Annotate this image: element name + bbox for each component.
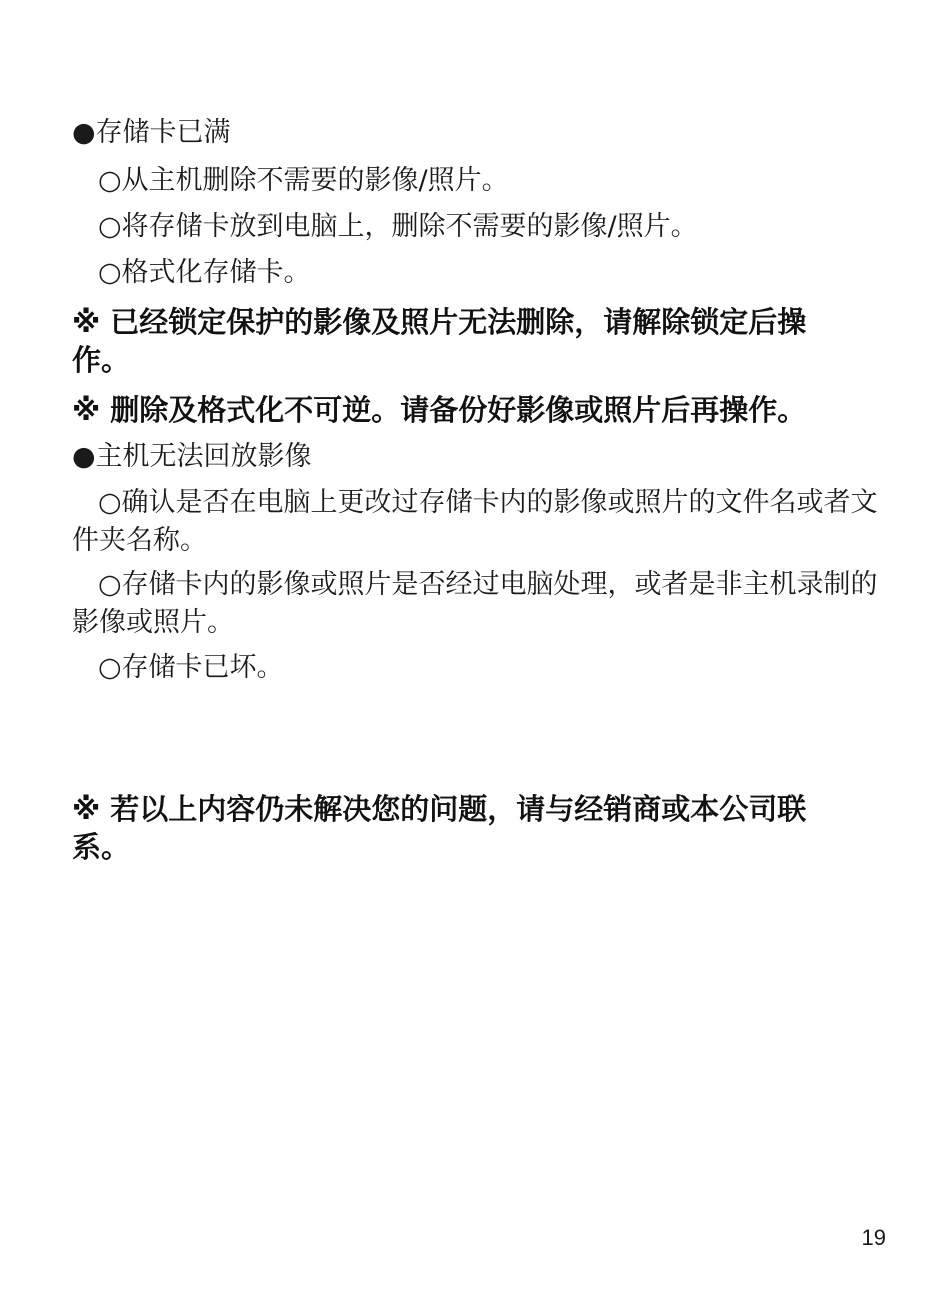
list-item: ○格式化存储卡。 — [98, 257, 311, 288]
list-item: ○将存储卡放到电脑上，删除不需要的影像/照片。 — [98, 211, 698, 242]
section-heading-card-full: ●存储卡已满 — [72, 117, 231, 148]
list-item: ○从主机删除不需要的影像/照片。 — [98, 165, 509, 196]
section-heading-playback: ●主机无法回放影像 — [72, 441, 312, 472]
list-item: ○存储卡已坏。 — [98, 652, 284, 683]
list-item: ○确认是否在电脑上更改过存储卡内的影像或照片的文件名或者文件夹名称。 — [72, 487, 878, 556]
list-item: ○存储卡内的影像或照片是否经过电脑处理，或者是非主机录制的影像或照片。 — [72, 569, 878, 638]
note-locked-images: ※ 已经锁定保护的影像及照片无法删除，请解除锁定后操作。 — [72, 305, 807, 377]
note-contact-dealer: ※ 若以上内容仍未解决您的问题，请与经销商或本公司联系。 — [72, 792, 807, 864]
note-irreversible: ※ 删除及格式化不可逆。请备份好影像或照片后再操作。 — [72, 393, 807, 427]
page-number: 19 — [861, 1225, 886, 1250]
